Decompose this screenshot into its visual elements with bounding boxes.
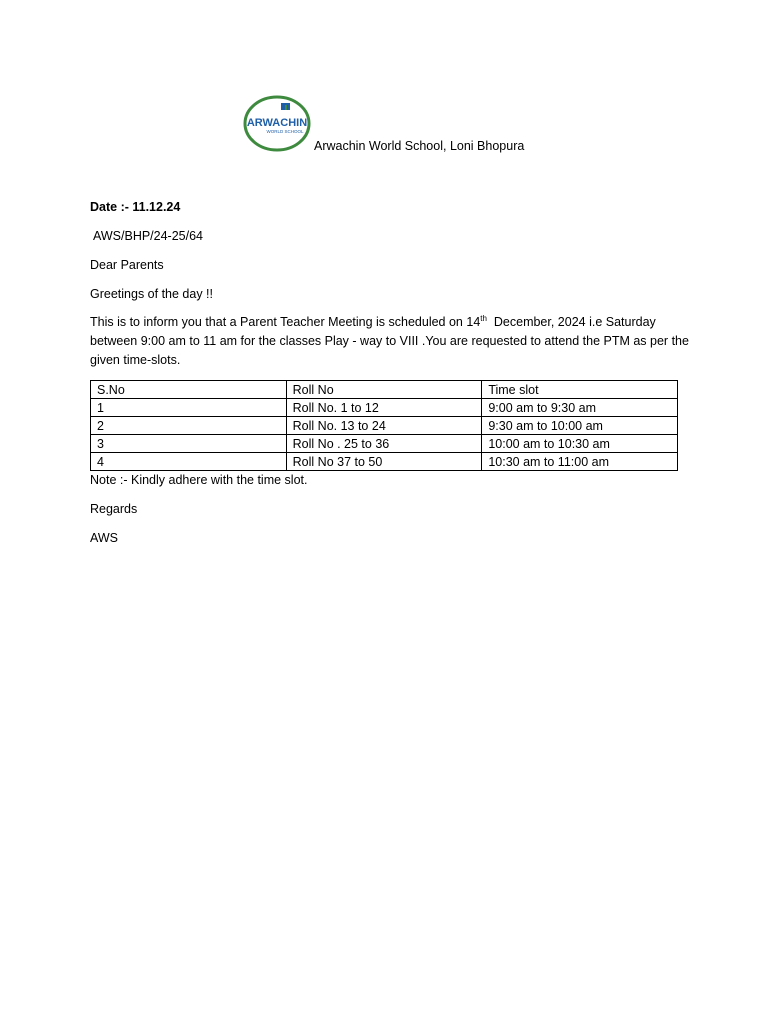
letter-closing: Regards — [90, 502, 138, 516]
logo-sub-text: WORLD SCHOOL — [266, 129, 304, 134]
logo-main-text: ARWACHIN — [246, 117, 308, 129]
letter-greeting: Greetings of the day !! — [90, 287, 213, 301]
table-cell: 10:00 am to 10:30 am — [482, 435, 678, 453]
letter-date: Date :- 11.12.24 — [90, 200, 181, 214]
table-cell: 9:30 am to 10:00 am — [482, 417, 678, 435]
table-row — [91, 399, 678, 417]
letter-note: Note :- Kindly adhere with the time slot. — [90, 473, 308, 487]
time-slot-table — [90, 380, 678, 471]
table-cell: Roll No . 25 to 36 — [286, 435, 482, 453]
table-cell: 10:30 am to 11:00 am — [482, 453, 678, 471]
logo-book-spine — [285, 105, 287, 110]
body-part1: This is to inform you that a Parent Teacher Meeting is scheduled on 14 — [90, 315, 481, 329]
table-cell: 4 — [91, 453, 287, 471]
table-row — [91, 435, 678, 453]
table-cell: 9:00 am to 9:30 am — [482, 399, 678, 417]
body-part2: December, 2024 i.e Saturday between 9:00 am to 11 am for the classes Play - way to VIII .You are requested to attend the PTM as per the given time-slots. — [90, 315, 689, 367]
table-cell: Roll No. 1 to 12 — [286, 399, 482, 417]
table-header-row — [91, 381, 678, 399]
body-superscript: th — [480, 314, 487, 323]
school-name: Arwachin World School, Loni Bhopura — [314, 139, 525, 153]
table-cell: Roll No 37 to 50 — [286, 453, 482, 471]
table-row — [91, 417, 678, 435]
letter-reference: AWS/BHP/24-25/64 — [93, 229, 204, 243]
table-header-cell: Time slot — [482, 381, 678, 399]
letter-body — [90, 313, 690, 370]
table-header-cell: Roll No — [286, 381, 482, 399]
letter-salutation: Dear Parents — [90, 258, 164, 272]
table-row — [91, 453, 678, 471]
table-cell: 2 — [91, 417, 287, 435]
letter-signature: AWS — [90, 531, 119, 545]
table-cell: Roll No. 13 to 24 — [286, 417, 482, 435]
table-header-cell: S.No — [91, 381, 287, 399]
table-cell: 1 — [91, 399, 287, 417]
table-cell: 3 — [91, 435, 287, 453]
school-logo — [243, 95, 311, 152]
letter-header — [243, 95, 543, 155]
